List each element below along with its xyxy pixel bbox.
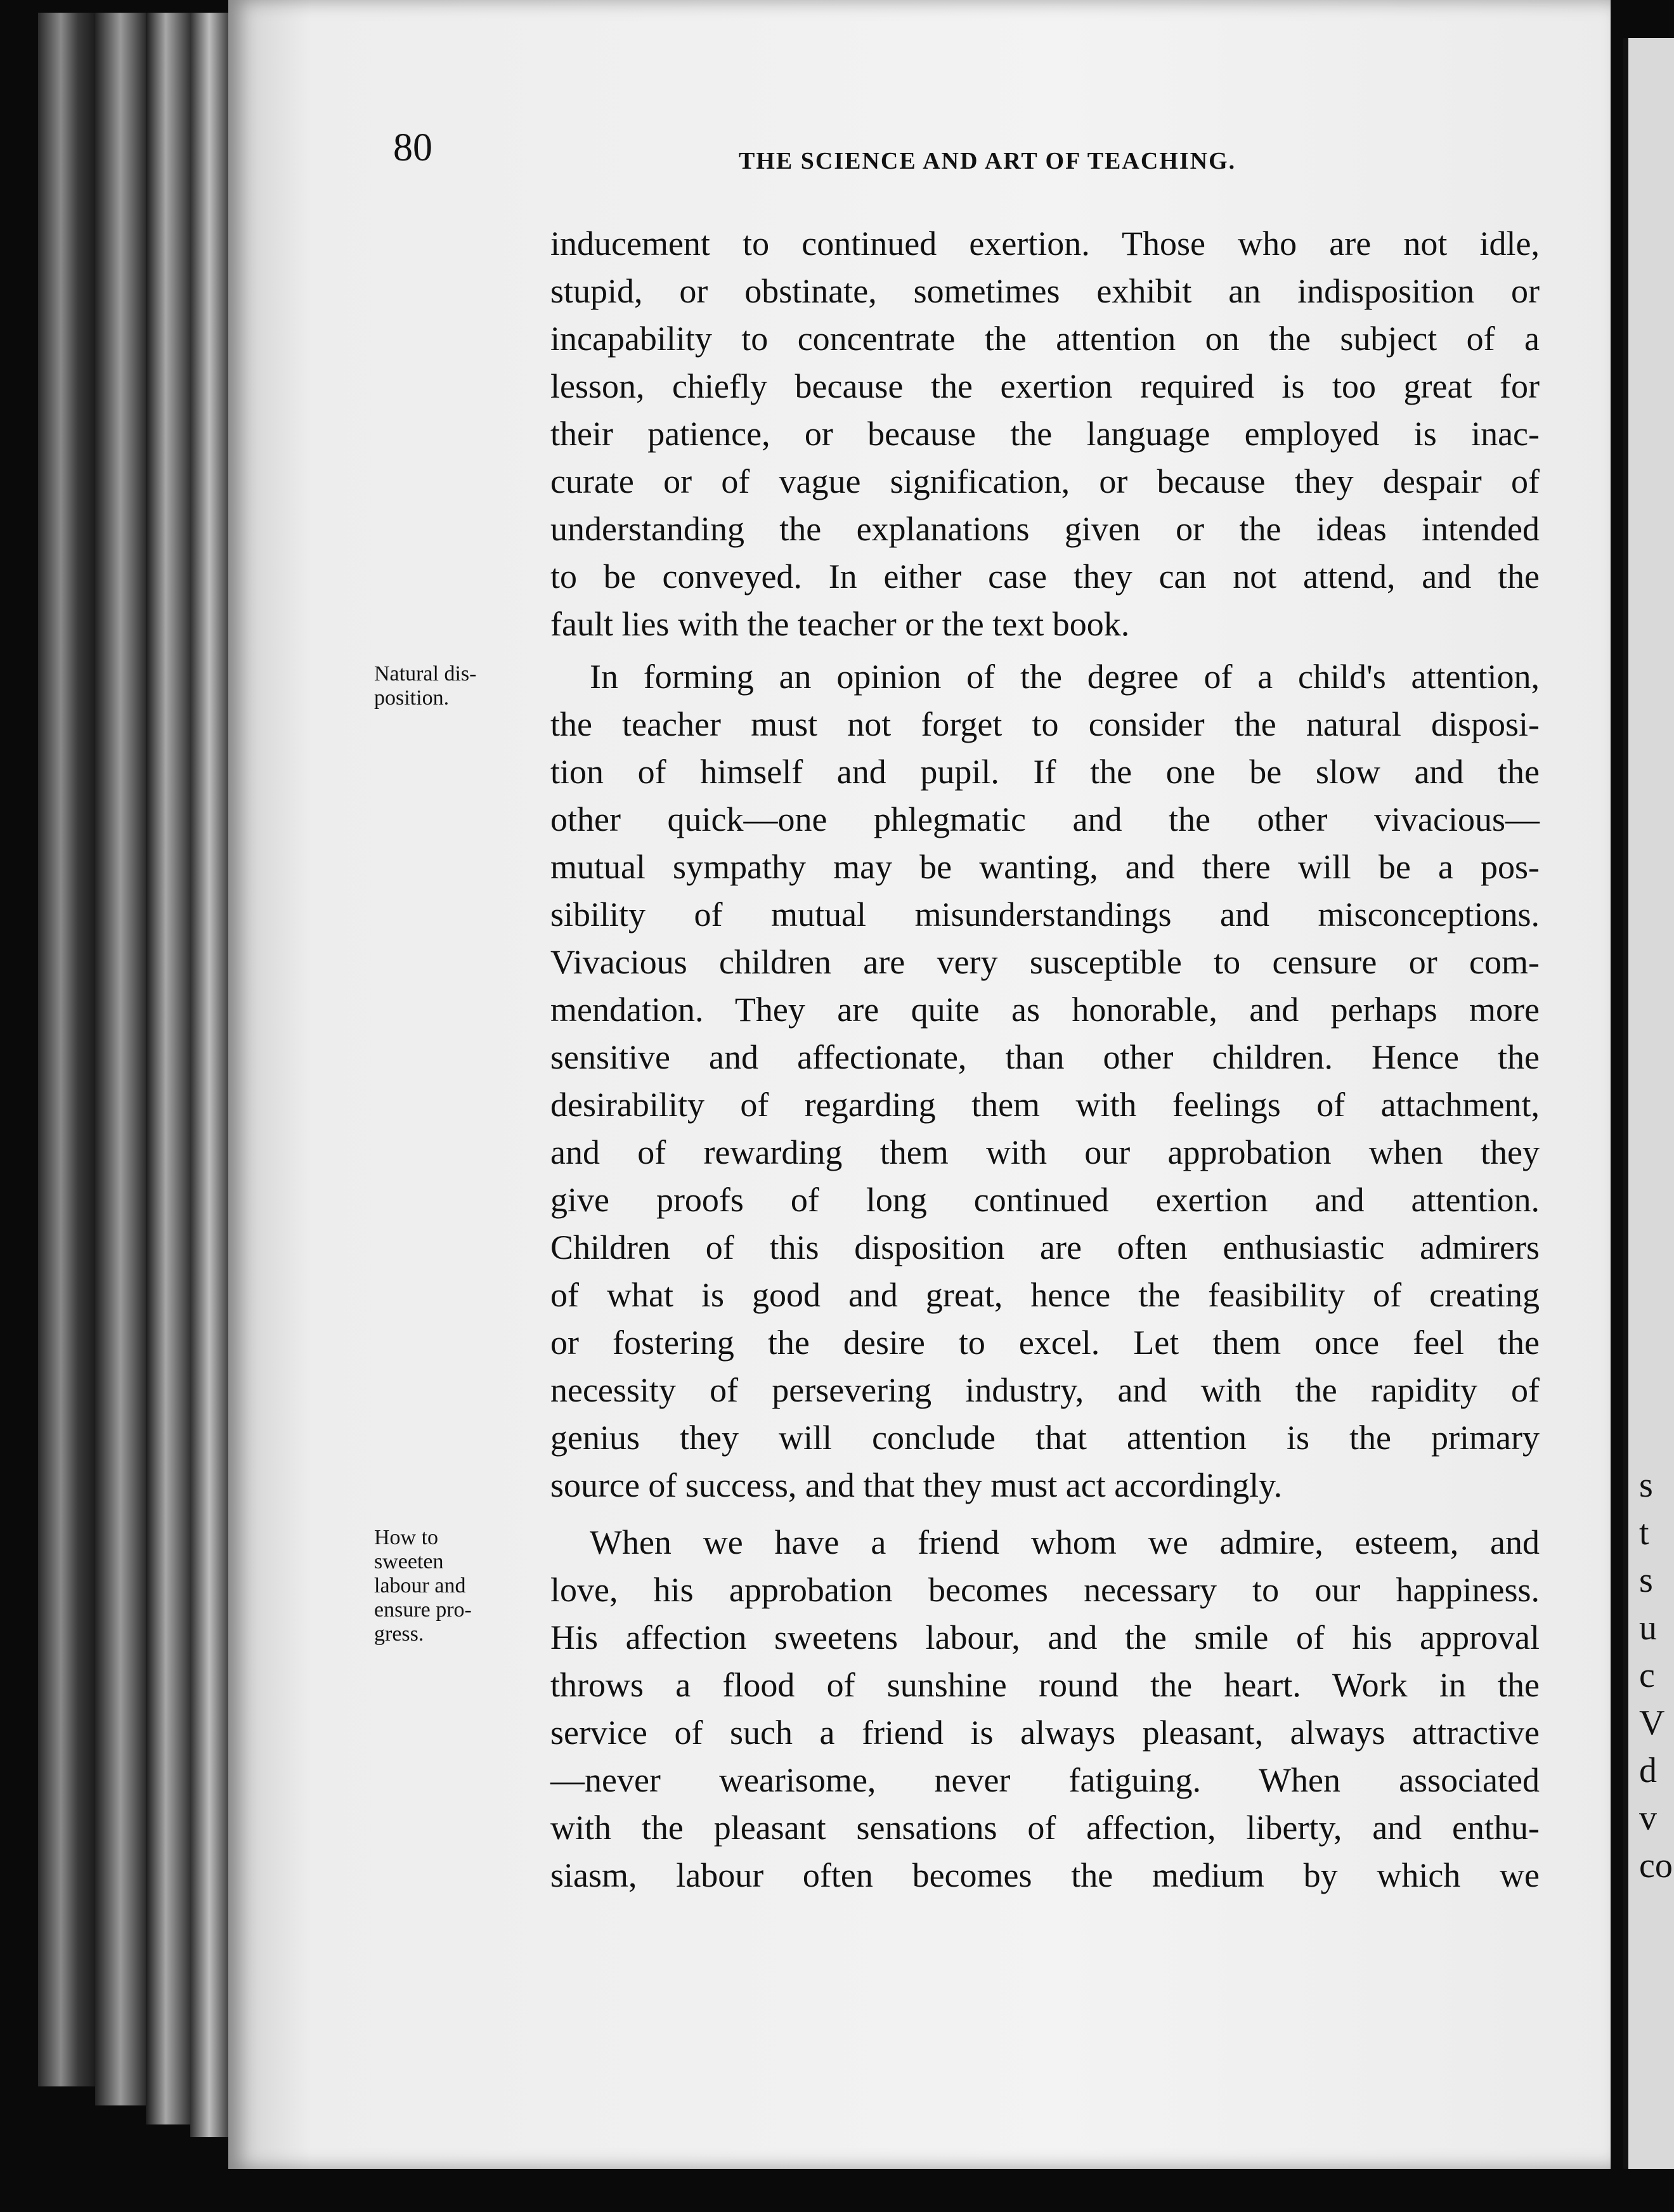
page-edge [95, 13, 146, 2105]
text-line: Vivacious children are very susceptible to censure or com- [550, 943, 1540, 981]
facing-letter: d [1639, 1751, 1657, 1790]
text-line: sensitive and affectionate, than other children. Hence the [550, 1038, 1540, 1076]
text-line: the teacher must not forget to consider the natural disposi- [550, 705, 1540, 743]
text-line: incapability to concentrate the attention on the subject of a [550, 320, 1540, 358]
text-line: source of success, and that they must act accordingly. [550, 1466, 1283, 1504]
page-edge [146, 13, 190, 2124]
text-line: sibility of mutual misunderstandings and misconceptions. [550, 895, 1540, 934]
text-line: or fostering the desire to excel. Let them once feel the [550, 1324, 1540, 1362]
text-line: service of such a friend is always pleasant, always attractive [550, 1714, 1540, 1752]
facing-letter: c [1639, 1656, 1655, 1695]
text-line: When we have a friend whom we admire, esteem, and [590, 1523, 1540, 1561]
facing-letter: t [1639, 1513, 1649, 1552]
text-line: His affection sweetens labour, and the smile of his approval [550, 1618, 1540, 1656]
text-line: throws a flood of sunshine round the heart. Work in the [550, 1666, 1540, 1704]
text-line: lesson, chiefly because the exertion required is too great for [550, 367, 1540, 405]
margin-note: How to sweeten labour and ensure pro- gress. [374, 1526, 472, 1646]
page-edge [38, 13, 95, 2086]
text-line: mutual sympathy may be wanting, and there will be a pos- [550, 848, 1540, 886]
text-line: Children of this disposition are often enthusiastic admirers [550, 1228, 1540, 1266]
text-line: other quick—one phlegmatic and the other vivacious— [550, 800, 1540, 838]
facing-letter: co [1639, 1846, 1673, 1885]
page-number: 80 [393, 126, 432, 169]
page-edge [190, 13, 228, 2137]
running-head: THE SCIENCE AND ART OF TEACHING. [739, 148, 1236, 174]
text-line: stupid, or obstinate, sometimes exhibit an indisposition or [550, 272, 1540, 310]
text-line: give proofs of long continued exertion and attention. [550, 1181, 1540, 1219]
text-line: fault lies with the teacher or the text book. [550, 605, 1130, 643]
text-line: tion of himself and pupil. If the one be slow and the [550, 753, 1540, 791]
facing-letter: V [1639, 1703, 1665, 1743]
facing-letter: s [1639, 1561, 1653, 1600]
text-line: mendation. They are quite as honorable, and perhaps more [550, 991, 1540, 1029]
text-line: love, his approbation becomes necessary to our happiness. [550, 1571, 1540, 1609]
text-line: —never wearisome, never fatiguing. When associated [550, 1761, 1540, 1799]
text-line: curate or of vague signification, or because they despair of [550, 462, 1540, 500]
text-line: genius they will conclude that attention is the primary [550, 1419, 1540, 1457]
text-line: inducement to continued exertion. Those who are not idle, [550, 224, 1540, 263]
text-line: In forming an opinion of the degree of a child's attention, [590, 658, 1540, 696]
text-line: desirability of regarding them with feelings of attachment, [550, 1086, 1540, 1124]
facing-letter: s [1639, 1466, 1653, 1505]
margin-note: Natural dis- position. [374, 662, 477, 710]
text-line: to be conveyed. In either case they can not attend, and the [550, 557, 1540, 595]
facing-letter: u [1639, 1608, 1657, 1648]
text-line: with the pleasant sensations of affection, liberty, and enthu- [550, 1809, 1540, 1847]
facing-letter: v [1639, 1799, 1657, 1838]
text-line: siasm, labour often becomes the medium by which we [550, 1856, 1540, 1894]
text-line: their patience, or because the language employed is inac- [550, 415, 1540, 453]
text-line: understanding the explanations given or the ideas intended [550, 510, 1540, 548]
text-line: of what is good and great, hence the feasibility of creating [550, 1276, 1540, 1314]
text-line: and of rewarding them with our approbation when they [550, 1133, 1540, 1171]
text-line: necessity of persevering industry, and with the rapidity of [550, 1371, 1540, 1409]
